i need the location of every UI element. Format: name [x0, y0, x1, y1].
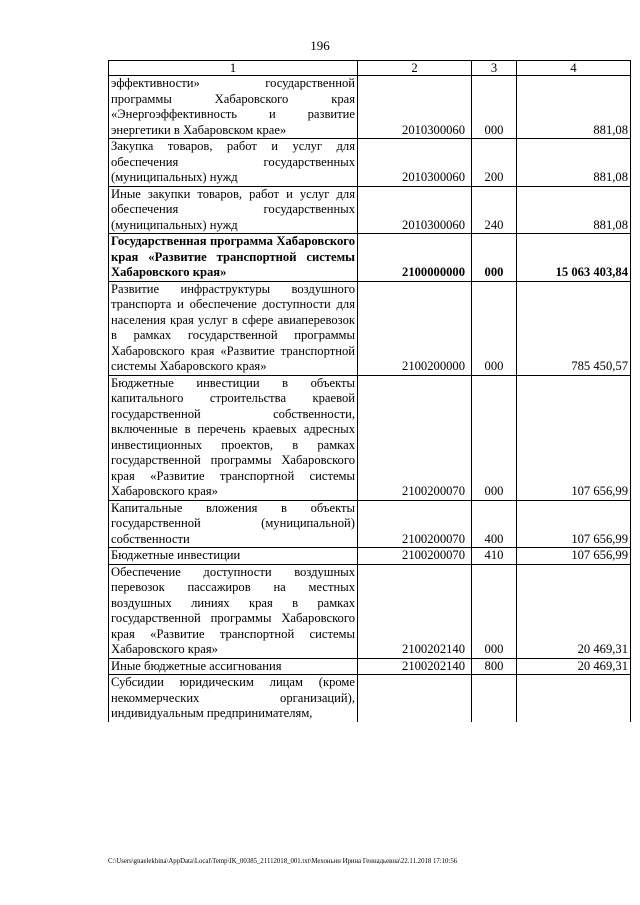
- table-row: [109, 186, 631, 234]
- row-amount-cell: 881,08: [517, 139, 631, 187]
- table-row: [109, 658, 631, 675]
- table-row: [109, 500, 631, 548]
- row-name-cell: Государственная программа Хабаровского края «Развитие транспортной системы Хабаровского края»: [109, 234, 358, 282]
- row-name-cell: Бюджетные инвестиции: [109, 548, 358, 565]
- file-path-footer: C:\Users\gnaelekhina\AppData\Local\Temp\IK_00385_21112018_001.txt\Мехоньин Ирина Геннадьевна\22.11.2018 17:10:56: [108, 858, 458, 865]
- row-amount-cell: 107 656,99: [517, 548, 631, 565]
- row-type-cell: 410: [472, 548, 517, 565]
- row-code-cell: 2100202140: [358, 658, 472, 675]
- row-amount-cell: 107 656,99: [517, 500, 631, 548]
- row-code-cell: 2100000000: [358, 234, 472, 282]
- table-row: [109, 675, 631, 722]
- row-type-cell: 800: [472, 658, 517, 675]
- row-name-cell: Капитальные вложения в объекты государственной (муниципальной) собственности: [109, 500, 358, 548]
- row-type-cell: 000: [472, 564, 517, 658]
- row-code-cell: 2100200070: [358, 375, 472, 500]
- column-header: 2: [358, 61, 472, 76]
- row-code-cell: 2100200070: [358, 548, 472, 565]
- row-name-cell: Иные закупки товаров, работ и услуг для обеспечения государственных (муниципальных) нужд: [109, 186, 358, 234]
- row-code-cell: 2010300060: [358, 76, 472, 139]
- row-amount-cell: 15 063 403,84: [517, 234, 631, 282]
- row-amount-cell: 107 656,99: [517, 375, 631, 500]
- row-type-cell: 000: [472, 76, 517, 139]
- row-type-cell: 000: [472, 234, 517, 282]
- table-row: [109, 281, 631, 375]
- table-row: [109, 548, 631, 565]
- row-type-cell: [472, 675, 517, 722]
- row-amount-cell: 20 469,31: [517, 658, 631, 675]
- column-header: 3: [472, 61, 517, 76]
- table-row: [109, 234, 631, 282]
- row-name-cell: Развитие инфраструктуры воздушного транспорта и обеспечение доступности для населения края услуг в сфере авиаперевозок в рамках государственной программы Хабаровского края «Развитие транспортной системы Хабаровского края»: [109, 281, 358, 375]
- row-code-cell: 2010300060: [358, 139, 472, 187]
- row-name-cell: эффективности» государственной программы Хабаровского края «Энергоэффективность и развитие энергетики в Хабаровском крае»: [109, 76, 358, 139]
- row-type-cell: 000: [472, 281, 517, 375]
- row-name-cell: Субсидии юридическим лицам (кроме некоммерческих организаций), индивидуальным предпринимателям,: [109, 675, 358, 722]
- row-name-cell: Иные бюджетные ассигнования: [109, 658, 358, 675]
- table-row: [109, 375, 631, 500]
- budget-table: [108, 60, 631, 722]
- row-amount-cell: 785 450,57: [517, 281, 631, 375]
- row-code-cell: 2100202140: [358, 564, 472, 658]
- row-type-cell: 400: [472, 500, 517, 548]
- row-type-cell: 200: [472, 139, 517, 187]
- row-type-cell: 000: [472, 375, 517, 500]
- row-amount-cell: [517, 675, 631, 722]
- page-number: 196: [310, 38, 330, 53]
- row-amount-cell: 881,08: [517, 186, 631, 234]
- row-code-cell: [358, 675, 472, 722]
- row-code-cell: 2100200000: [358, 281, 472, 375]
- row-name-cell: Обеспечение доступности воздушных перевозок пассажиров на местных воздушных линиях края в рамках государственной программы Хабаровского края «Развитие транспортной системы Хабаровского края»: [109, 564, 358, 658]
- row-code-cell: 2100200070: [358, 500, 472, 548]
- row-name-cell: Бюджетные инвестиции в объекты капитального строительства краевой государственной собственности, включенные в перечень краевых адресных инвестиционных проектов, в рамках государственной программы Хабаровского края «Развитие транспортной системы Хабаровского края»: [109, 375, 358, 500]
- row-name-cell: Закупка товаров, работ и услуг для обеспечения государственных (муниципальных) нужд: [109, 139, 358, 187]
- row-type-cell: 240: [472, 186, 517, 234]
- row-amount-cell: 881,08: [517, 76, 631, 139]
- table-row: [109, 139, 631, 187]
- table-row: [109, 564, 631, 658]
- column-header: 4: [517, 61, 631, 76]
- row-amount-cell: 20 469,31: [517, 564, 631, 658]
- table-row: [109, 76, 631, 139]
- table-header-row: [109, 61, 631, 76]
- row-code-cell: 2010300060: [358, 186, 472, 234]
- column-header: 1: [109, 61, 358, 76]
